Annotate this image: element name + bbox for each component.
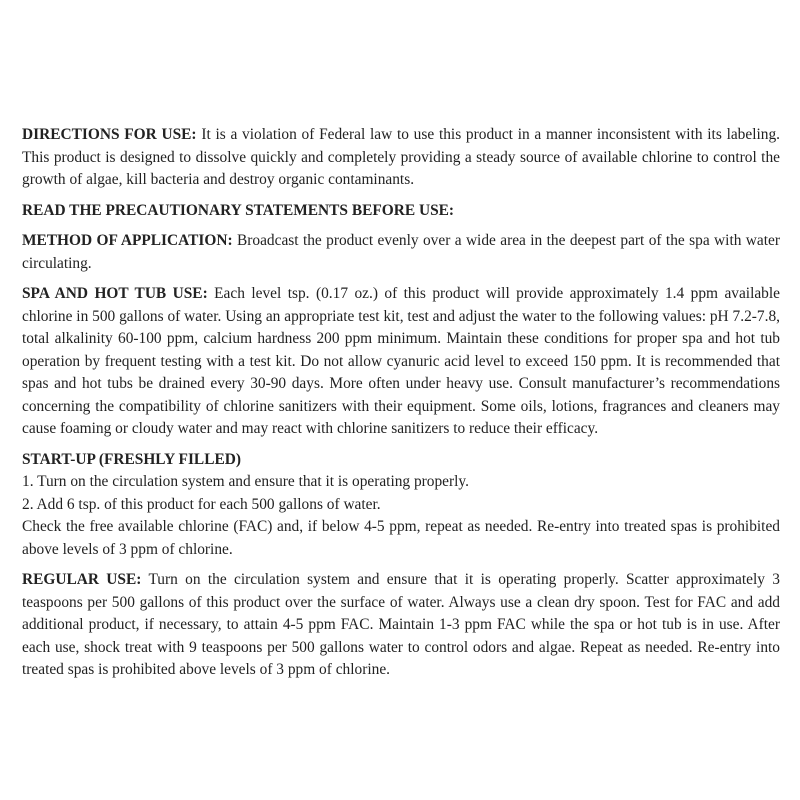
- precaution-heading: READ THE PRECAUTIONARY STATEMENTS BEFORE USE:: [22, 201, 455, 219]
- regular-heading: REGULAR USE:: [22, 571, 142, 588]
- startup-heading: START-UP (FRESHLY FILLED): [22, 450, 241, 468]
- label-directions-document: [22, 124, 780, 690]
- regular-text: Turn on the circulation system and ensure that it is operating properly. Scatter approximately 3 teaspoons per 500 gallons of this product over the surface of water. Always use a clean dry spoon. Test for FAC and add additional product, if necessary, to attain 4-5 ppm FAC. Maintain 1-3 ppm FAC while the spa or hot tub is in use. After each use, shock treat with 9 teaspoons per 500 gallons water to control odors and algae. Repeat as needed. Re-entry into treated spas is prohibited above levels of 3 ppm of chlorine.: [22, 571, 780, 678]
- directions-heading: DIRECTIONS FOR USE:: [22, 126, 197, 143]
- startup-step: 1. Turn on the circulation system and ensure that it is operating properly.: [22, 473, 469, 490]
- startup-note: [22, 516, 780, 561]
- method-heading: METHOD OF APPLICATION:: [22, 232, 233, 249]
- method-text: Broadcast the product evenly over a wide area in the deepest part of the spa with water circulating.: [22, 232, 780, 272]
- method-section: [22, 230, 780, 275]
- startup-text: Check the free available chlorine (FAC) and, if below 4-5 ppm, repeat as needed. Re-entry into treated spas is prohibited above levels of 3 ppm of chlorine.: [22, 518, 780, 558]
- directions-section: [22, 124, 780, 192]
- precaution-section: [22, 200, 780, 223]
- startup-section: [22, 449, 780, 517]
- spa-section: [22, 283, 780, 441]
- spa-heading: SPA AND HOT TUB USE:: [22, 285, 208, 302]
- directions-text: It is a violation of Federal law to use this product in a manner inconsistent with its labeling. This product is designed to dissolve quickly and completely providing a steady source of available chlorine to control the growth of algae, kill bacteria and destroy organic contaminants.: [22, 126, 780, 188]
- startup-step: 2. Add 6 tsp. of this product for each 500 gallons of water.: [22, 495, 381, 513]
- regular-section: [22, 569, 780, 682]
- spa-text: Each level tsp. (0.17 oz.) of this product will provide approximately 1.4 ppm available chlorine in 500 gallons of water. Using an appropriate test kit, test and adjust the water to the following values: pH 7.2-7.8, total alkalinity 60-100 ppm, calcium hardness 200 ppm minimum. Maintain these conditions for proper spa and hot tub operation by frequent testing with a test kit. Do not allow cyanuric acid level to exceed 150 ppm. It is recommended that spas and hot tubs be drained every 30-90 days. More often under heavy use. Consult manufacturer’s recommendations concerning the compatibility of chlorine sanitizers with their equipment. Some oils, lotions, fragrances and cleaners may cause foaming or cloudy water and may react with chlorine sanitizers to reduce their efficacy.: [22, 285, 780, 437]
